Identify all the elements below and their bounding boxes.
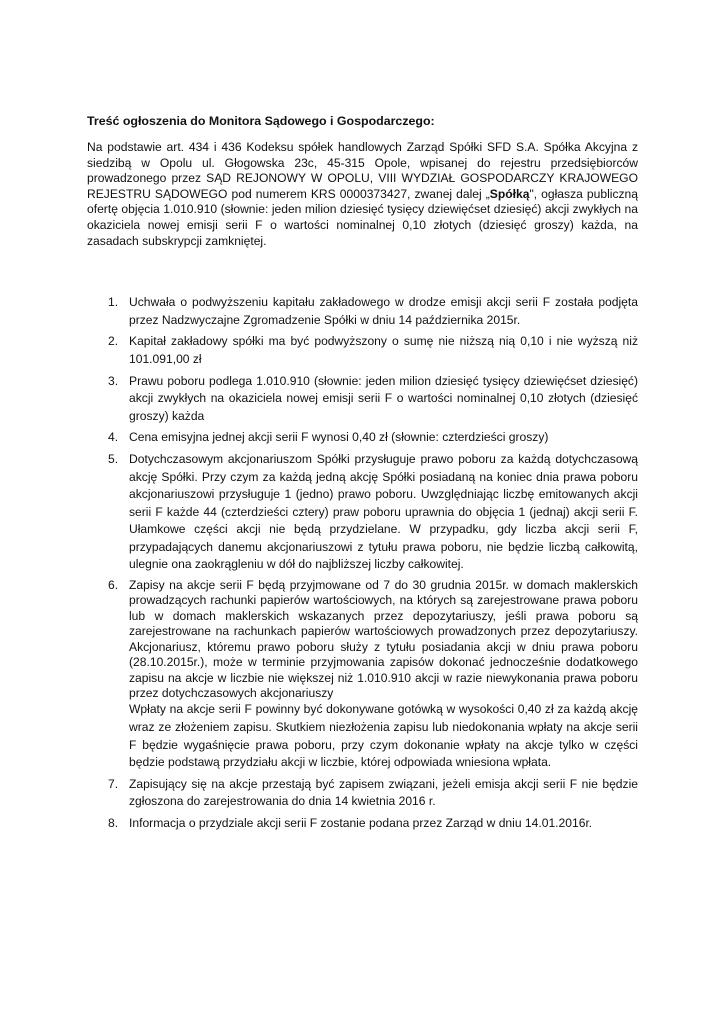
list-item — [87, 373, 638, 426]
intro-bold-term: Spółką — [489, 186, 530, 201]
list-item — [87, 776, 638, 811]
intro-text-part2: ", ogłasza publiczną ofertę objęcia 1.010.910 (słownie: jeden milion dziesięć tysięcy dziewięćset dziesięć) akcji zwykłych na okaziciela nowej emisji serii F o wartości nominalnej 0,10 złotych (dziesięć groszy) każda, na zasadach subskrypcji zamkniętej. — [87, 186, 638, 248]
list-item-text: Informacja o przydziale akcji serii F zostanie podana przez Zarząd w dniu 14.01.2016r. — [129, 815, 593, 830]
list-item — [87, 429, 638, 447]
list-item-text: Uchwała o podwyższeniu kapitału zakładowego w drodze emisji akcji serii F została podjęta przez Nadzwyczajne Zgromadzenie Spółki w dniu 14 października 2015r. — [129, 295, 638, 327]
list-item-text: Prawu poboru podlega 1.010.910 (słownie: jeden milion dziesięć tysięcy dziewięćset dziesięć) akcji zwykłych na okaziciela nowej emisji serii F o wartości nominalnej 0,10 złotych (dziesięć groszy) każda — [129, 373, 638, 423]
list-item-text: Kapitał zakładowy spółki ma być podwyższony o sumę nie niższą nią 0,10 i nie wyższą niż 101.091,00 zł — [129, 334, 638, 366]
list-item-number: 6. — [108, 578, 119, 593]
list-item-number: 5. — [108, 451, 119, 466]
list-item — [87, 294, 638, 329]
list-item — [87, 815, 638, 833]
list-item-number: 1. — [108, 295, 119, 310]
document-page — [87, 113, 638, 836]
list-item-number: 2. — [108, 334, 119, 349]
numbered-list — [87, 294, 638, 832]
list-item-text: Cena emisyjna jednej akcji serii F wynosi 0,40 zł (słownie: czterdzieści groszy) — [129, 430, 549, 445]
list-item — [87, 333, 638, 368]
list-item-number: 7. — [108, 776, 119, 791]
list-item — [87, 451, 638, 574]
list-item-number: 4. — [108, 430, 119, 445]
intro-paragraph — [87, 140, 638, 249]
intro-text-part1: Na podstawie art. 434 i 436 Kodeksu spółek handlowych Zarząd Spółki SFD S.A. Spółka Akcyjna z siedzibą w Opolu ul. Głogowska 23c, 45-315 Opole, wpisanej do rejestru przedsiębiorców prowadzonego przez SĄD REJONOWY W OPOLU, VIII WYDZIAŁ GOSPODARCZY KRAJOWEGO REJESTRU SĄDOWEGO pod numerem KRS 0000373427, zwanej dalej „ — [87, 140, 638, 201]
list-item-text: Zapisujący się na akcje przestają być zapisem związani, jeżeli emisja akcji serii F nie będzie zgłoszona do zarejestrowania do dnia 14 kwietnia 2016 r. — [129, 776, 638, 809]
document-title: Treść ogłoszenia do Monitora Sądowego i Gospodarczego: — [87, 114, 435, 128]
list-item-text: Dotychczasowym akcjonariuszom Spółki przysługuje prawo poboru za każdą dotychczasową akcję Spółki. Przy czym za każdą jedną akcję Spółki posiadaną na koniec dnia prawa poboru akcjonariuszowi przysługuje 1 (jedno) prawo poboru. Uwzględniając liczbę emitowanych akcji serii F każde 44 (czterdzieści cztery) praw poboru uprawnia do objęcia 1 (jednaj) akcji serii F. Ułamkowe części akcji nie będą przydzielane. W przypadku, gdy liczba akcji serii F, przypadających danemu akcjonariuszowi z tytułu prawa poboru, nie będzie liczbą całkowitą, ulegnie ona zaokrągleniu w dół do najbliższej liczby całkowitej. — [129, 451, 638, 572]
list-item-text: Zapisy na akcje serii F będą przyjmowane od 7 do 30 grudnia 2015r. w domach maklerskich prowadzących rachunki papierów wartościowych, na których są zarejestrowane prawa poboru lub w domach maklerskich wskazanych przez depozytariuszy, jeśli prawa poboru są zarejestrowane na rachunkach papierów wartościowych prowadzonych przez depozytariuszy. Akcjonariusz, któremu prawo poboru służy z tytułu posiadania akcji w dniu prawa poboru (28.10.2015r.), może w terminie przyjmowania zapisów dokonać jednocześnie dodatkowego zapisu na akcje w liczbie nie większej niż 1.010.910 akcji w razie niewykonania prawa poboru przez dotychczasowych akcjonariuszy — [129, 578, 638, 700]
list-item-number: 8. — [108, 815, 119, 830]
list-item-number: 3. — [108, 373, 119, 388]
list-item — [87, 578, 638, 772]
list-item-subparagraph: Wpłaty na akcje serii F powinny być dokonywane gotówką w wysokości 0,40 zł za każdą akcję wraz ze złożeniem zapisu. Skutkiem niezłożenia zapisu lub niedokonania wpłaty na akcje serii F będzie wygaśnięcie prawa poboru, przy czym dokonanie wpłaty na akcje tylko w części będzie podstawą przydziału akcji w liczbie, której odpowiada wniesiona wpłata. — [129, 702, 638, 770]
